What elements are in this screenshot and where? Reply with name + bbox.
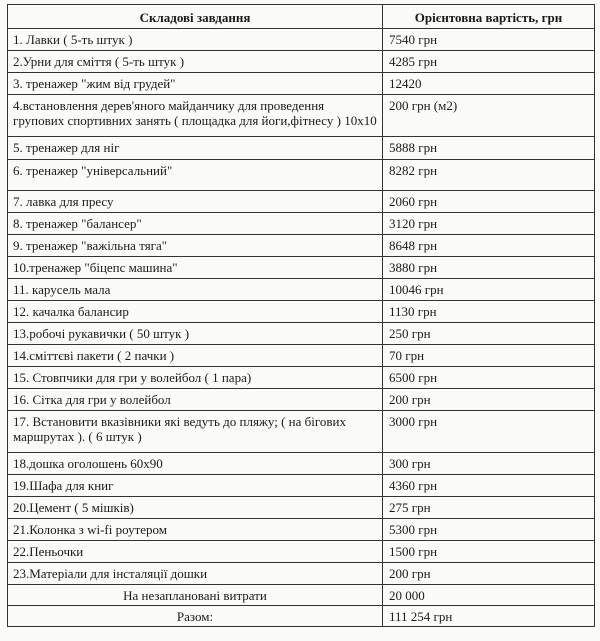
table-row — [8, 389, 595, 411]
cost-cell: 5888 грн — [383, 137, 595, 160]
cost-cell: 70 грн — [383, 345, 595, 367]
task-cell: 2.Урни для сміття ( 5-ть штук ) — [8, 51, 383, 73]
table-row — [8, 497, 595, 519]
cost-cell: 12420 — [383, 73, 595, 95]
cost-cell: 250 грн — [383, 323, 595, 345]
table-row — [8, 323, 595, 345]
table-row — [8, 519, 595, 541]
task-cell: 10.тренажер "біцепс машина" — [8, 257, 383, 279]
table-row — [8, 411, 595, 453]
total-label: Разом: — [8, 606, 383, 627]
task-cell: 4.встановлення дерев'яного майданчику для проведення групових спортивних занять ( площадка для йоги,фітнесу ) 10х10 — [8, 95, 383, 137]
task-cell: 19.Шафа для книг — [8, 475, 383, 497]
table-header-row — [8, 5, 595, 29]
unplanned-label: На незаплановані витрати — [8, 585, 383, 606]
task-cell: 15. Стовпчики для гри у волейбол ( 1 пара) — [8, 367, 383, 389]
cost-cell: 300 грн — [383, 453, 595, 475]
table-row — [8, 541, 595, 563]
table-row — [8, 73, 595, 95]
cost-cell: 3000 грн — [383, 411, 595, 453]
table-row — [8, 475, 595, 497]
task-cell: 8. тренажер "балансер" — [8, 213, 383, 235]
cost-cell: 3880 грн — [383, 257, 595, 279]
table-row — [8, 453, 595, 475]
table-row — [8, 563, 595, 585]
task-cell: 12. качалка балансир — [8, 301, 383, 323]
task-cell: 1. Лавки ( 5-ть штук ) — [8, 29, 383, 51]
cost-cell: 3120 грн — [383, 213, 595, 235]
table-row — [8, 345, 595, 367]
cost-cell: 5300 грн — [383, 519, 595, 541]
task-cell: 17. Встановити вказівники які ведуть до пляжу; ( на бігових маршрутах ). ( 6 штук ) — [8, 411, 383, 453]
table-row — [8, 213, 595, 235]
cost-cell: 4285 грн — [383, 51, 595, 73]
task-cell: 9. тренажер "важільна тяга" — [8, 235, 383, 257]
header-cost: Орієнтовна вартість, грн — [383, 5, 595, 29]
cost-cell: 6500 грн — [383, 367, 595, 389]
cost-cell: 1130 грн — [383, 301, 595, 323]
total-cost: 111 254 грн — [383, 606, 595, 627]
table-row — [8, 279, 595, 301]
task-cell: 11. карусель мала — [8, 279, 383, 301]
cost-cell: 275 грн — [383, 497, 595, 519]
table-row — [8, 95, 595, 137]
cost-cell: 2060 грн — [383, 191, 595, 213]
table-row — [8, 301, 595, 323]
cost-cell: 200 грн — [383, 563, 595, 585]
table-row — [8, 29, 595, 51]
table-row — [8, 257, 595, 279]
task-cell: 16. Сітка для гри у волейбол — [8, 389, 383, 411]
task-cell: 5. тренажер для ніг — [8, 137, 383, 160]
task-cell: 6. тренажер "універсальний" — [8, 160, 383, 191]
table-row — [8, 160, 595, 191]
table-row — [8, 51, 595, 73]
header-task: Складові завдання — [8, 5, 383, 29]
cost-cell: 200 грн — [383, 389, 595, 411]
task-cell: 13.робочі рукавички ( 50 штук ) — [8, 323, 383, 345]
cost-cell: 8282 грн — [383, 160, 595, 191]
cost-cell: 200 грн (м2) — [383, 95, 595, 137]
cost-cell: 1500 грн — [383, 541, 595, 563]
cost-cell: 8648 грн — [383, 235, 595, 257]
cost-cell: 4360 грн — [383, 475, 595, 497]
task-cell: 21.Колонка з wi-fi роутером — [8, 519, 383, 541]
unplanned-cost: 20 000 — [383, 585, 595, 606]
task-cell: 18.дошка оголошень 60х90 — [8, 453, 383, 475]
unplanned-row — [8, 585, 595, 606]
task-cell: 23.Матеріали для інсталяції дошки — [8, 563, 383, 585]
task-cell: 20.Цемент ( 5 мішків) — [8, 497, 383, 519]
table-row — [8, 137, 595, 160]
total-row — [8, 606, 595, 627]
cost-cell: 10046 грн — [383, 279, 595, 301]
task-cell: 22.Пеньочки — [8, 541, 383, 563]
table-row — [8, 367, 595, 389]
table-row — [8, 235, 595, 257]
budget-table — [7, 4, 595, 627]
table-row — [8, 191, 595, 213]
cost-cell: 7540 грн — [383, 29, 595, 51]
task-cell: 14.сміттєві пакети ( 2 пачки ) — [8, 345, 383, 367]
table-body — [8, 29, 595, 585]
task-cell: 3. тренажер "жим від грудей" — [8, 73, 383, 95]
task-cell: 7. лавка для пресу — [8, 191, 383, 213]
